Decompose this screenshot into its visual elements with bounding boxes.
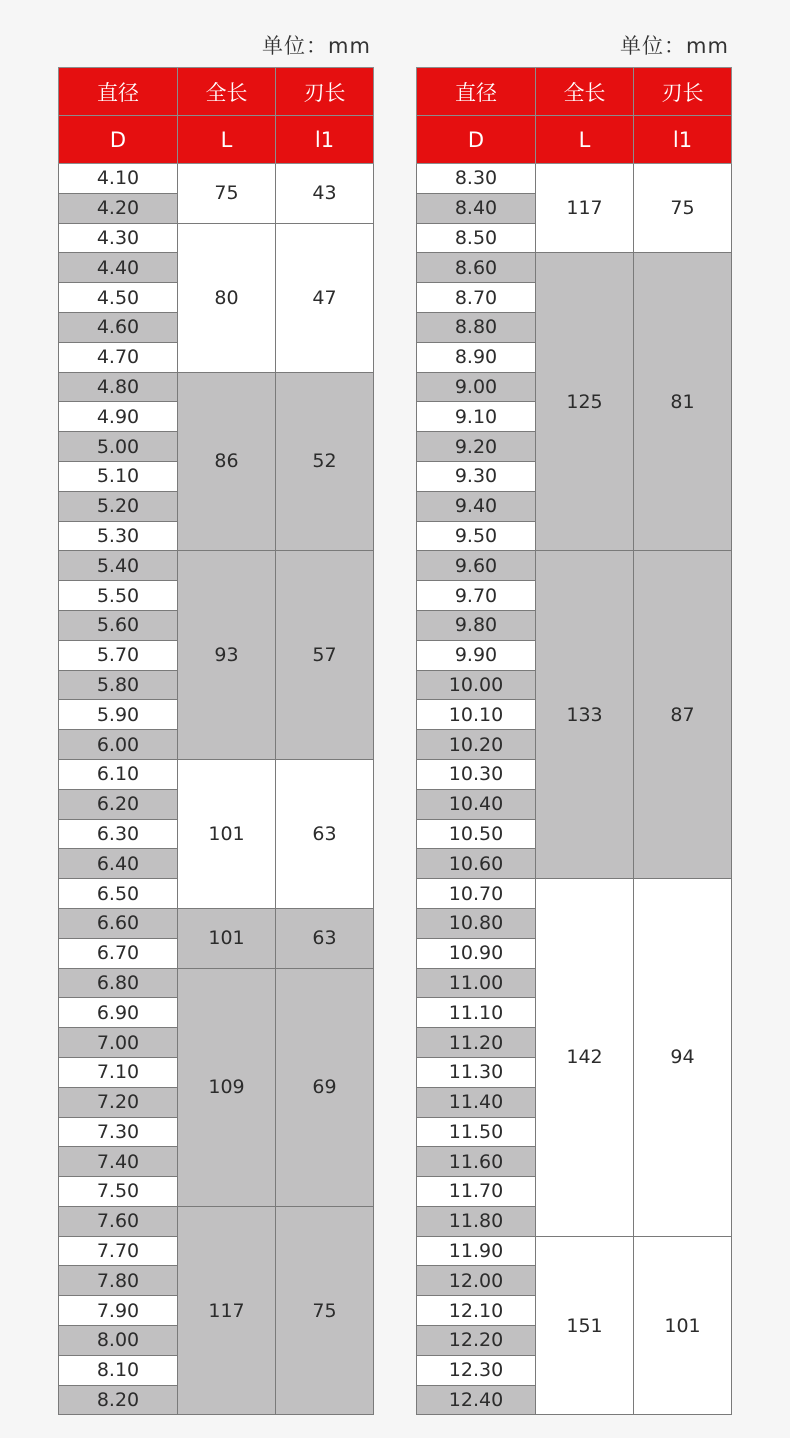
diameter-cell: 8.60 — [417, 253, 536, 283]
diameter-cell: 4.20 — [59, 193, 178, 223]
diameter-cell: 8.90 — [417, 342, 536, 372]
total-length-cell: 80 — [178, 223, 276, 372]
diameter-cell: 8.20 — [59, 1385, 178, 1415]
table-row — [417, 164, 732, 194]
diameter-cell: 6.10 — [59, 759, 178, 789]
diameter-cell: 9.40 — [417, 491, 536, 521]
table-row — [59, 908, 374, 938]
diameter-cell: 5.50 — [59, 581, 178, 611]
diameter-cell: 9.70 — [417, 581, 536, 611]
diameter-cell: 5.00 — [59, 432, 178, 462]
diameter-cell: 8.40 — [417, 193, 536, 223]
diameter-cell: 7.30 — [59, 1117, 178, 1147]
diameter-cell: 10.60 — [417, 849, 536, 879]
flute-length-cell: 75 — [634, 164, 732, 253]
diameter-cell: 7.70 — [59, 1236, 178, 1266]
flute-length-cell: 101 — [634, 1236, 732, 1415]
diameter-cell: 10.20 — [417, 730, 536, 760]
flute-length-cell: 52 — [276, 372, 374, 551]
diameter-cell: 12.00 — [417, 1266, 536, 1296]
diameter-cell: 7.40 — [59, 1147, 178, 1177]
diameter-cell: 10.30 — [417, 759, 536, 789]
total-length-cell: 93 — [178, 551, 276, 760]
diameter-cell: 6.30 — [59, 819, 178, 849]
diameter-cell: 6.80 — [59, 968, 178, 998]
table-row — [417, 1236, 732, 1266]
diameter-cell: 5.90 — [59, 700, 178, 730]
diameter-cell: 5.80 — [59, 670, 178, 700]
diameter-cell: 4.80 — [59, 372, 178, 402]
flute-length-cell: 69 — [276, 968, 374, 1206]
diameter-cell: 11.30 — [417, 1057, 536, 1087]
diameter-cell: 6.90 — [59, 998, 178, 1028]
flute-length-cell: 94 — [634, 879, 732, 1237]
diameter-cell: 6.60 — [59, 908, 178, 938]
unit-label-right: 单位：mm — [620, 34, 729, 58]
table-row — [417, 253, 732, 283]
diameter-cell: 7.80 — [59, 1266, 178, 1296]
diameter-cell: 7.90 — [59, 1296, 178, 1326]
diameter-cell: 9.90 — [417, 640, 536, 670]
flute-length-cell: 81 — [634, 253, 732, 551]
diameter-cell: 11.90 — [417, 1236, 536, 1266]
diameter-cell: 4.70 — [59, 342, 178, 372]
diameter-cell: 9.00 — [417, 372, 536, 402]
total-length-cell: 133 — [536, 551, 634, 879]
diameter-cell: 11.70 — [417, 1177, 536, 1207]
diameter-cell: 8.70 — [417, 283, 536, 313]
header-symbol-d: D — [417, 116, 536, 164]
diameter-cell: 10.40 — [417, 789, 536, 819]
diameter-cell: 4.50 — [59, 283, 178, 313]
diameter-cell: 5.30 — [59, 521, 178, 551]
diameter-cell: 7.50 — [59, 1177, 178, 1207]
diameter-cell: 8.50 — [417, 223, 536, 253]
total-length-cell: 151 — [536, 1236, 634, 1415]
diameter-cell: 8.10 — [59, 1355, 178, 1385]
total-length-cell: 117 — [178, 1206, 276, 1415]
header-symbol-d: D — [59, 116, 178, 164]
diameter-cell: 4.60 — [59, 312, 178, 342]
diameter-cell: 5.20 — [59, 491, 178, 521]
diameter-cell: 6.20 — [59, 789, 178, 819]
diameter-cell: 12.20 — [417, 1326, 536, 1356]
diameter-cell: 10.90 — [417, 938, 536, 968]
diameter-cell: 6.70 — [59, 938, 178, 968]
diameter-cell: 11.50 — [417, 1117, 536, 1147]
total-length-cell: 86 — [178, 372, 276, 551]
header-total-length: 全长 — [536, 68, 634, 116]
diameter-cell: 4.90 — [59, 402, 178, 432]
spec-table-body — [59, 164, 374, 1415]
diameter-cell: 11.60 — [417, 1147, 536, 1177]
table-row — [417, 551, 732, 581]
diameter-cell: 7.10 — [59, 1057, 178, 1087]
header-row-symbols — [59, 116, 374, 164]
diameter-cell: 10.10 — [417, 700, 536, 730]
total-length-cell: 142 — [536, 879, 634, 1237]
header-symbol-l: L — [178, 116, 276, 164]
header-row-names — [59, 68, 374, 116]
diameter-cell: 5.40 — [59, 551, 178, 581]
flute-length-cell: 63 — [276, 759, 374, 908]
table-row — [417, 879, 732, 909]
diameter-cell: 12.40 — [417, 1385, 536, 1415]
table-row — [59, 551, 374, 581]
diameter-cell: 10.00 — [417, 670, 536, 700]
diameter-cell: 8.00 — [59, 1326, 178, 1356]
spec-table-body — [417, 164, 732, 1415]
diameter-cell: 9.30 — [417, 461, 536, 491]
header-row-symbols — [417, 116, 732, 164]
total-length-cell: 101 — [178, 759, 276, 908]
diameter-cell: 9.20 — [417, 432, 536, 462]
flute-length-cell: 47 — [276, 223, 374, 372]
diameter-cell: 8.30 — [417, 164, 536, 194]
total-length-cell: 109 — [178, 968, 276, 1206]
diameter-cell: 6.40 — [59, 849, 178, 879]
header-flute-length: 刃长 — [276, 68, 374, 116]
unit-label-left: 单位：mm — [262, 34, 371, 58]
flute-length-cell: 75 — [276, 1206, 374, 1415]
diameter-cell: 8.80 — [417, 312, 536, 342]
diameter-cell: 5.60 — [59, 610, 178, 640]
header-total-length: 全长 — [178, 68, 276, 116]
diameter-cell: 9.50 — [417, 521, 536, 551]
diameter-cell: 12.10 — [417, 1296, 536, 1326]
diameter-cell: 11.10 — [417, 998, 536, 1028]
header-symbol-l1: l1 — [276, 116, 374, 164]
table-row — [59, 968, 374, 998]
total-length-cell: 125 — [536, 253, 634, 551]
flute-length-cell: 57 — [276, 551, 374, 760]
flute-length-cell: 43 — [276, 164, 374, 224]
diameter-cell: 7.20 — [59, 1087, 178, 1117]
diameter-cell: 10.50 — [417, 819, 536, 849]
table-row — [59, 223, 374, 253]
diameter-cell: 5.70 — [59, 640, 178, 670]
diameter-cell: 6.50 — [59, 879, 178, 909]
diameter-cell: 4.40 — [59, 253, 178, 283]
diameter-cell: 6.00 — [59, 730, 178, 760]
diameter-cell: 7.00 — [59, 1028, 178, 1058]
spec-table-right — [416, 67, 732, 1415]
diameter-cell: 12.30 — [417, 1355, 536, 1385]
header-symbol-l1: l1 — [634, 116, 732, 164]
header-diameter: 直径 — [417, 68, 536, 116]
diameter-cell: 10.70 — [417, 879, 536, 909]
diameter-cell: 11.80 — [417, 1206, 536, 1236]
total-length-cell: 75 — [178, 164, 276, 224]
flute-length-cell: 87 — [634, 551, 732, 879]
total-length-cell: 101 — [178, 908, 276, 968]
diameter-cell: 9.80 — [417, 610, 536, 640]
header-flute-length: 刃长 — [634, 68, 732, 116]
diameter-cell: 9.60 — [417, 551, 536, 581]
diameter-cell: 11.20 — [417, 1028, 536, 1058]
header-symbol-l: L — [536, 116, 634, 164]
flute-length-cell: 63 — [276, 908, 374, 968]
diameter-cell: 10.80 — [417, 908, 536, 938]
diameter-cell: 4.30 — [59, 223, 178, 253]
diameter-cell: 7.60 — [59, 1206, 178, 1236]
total-length-cell: 117 — [536, 164, 634, 253]
diameter-cell: 11.40 — [417, 1087, 536, 1117]
diameter-cell: 9.10 — [417, 402, 536, 432]
table-row — [59, 372, 374, 402]
diameter-cell: 4.10 — [59, 164, 178, 194]
diameter-cell: 5.10 — [59, 461, 178, 491]
table-row — [59, 164, 374, 194]
header-diameter: 直径 — [59, 68, 178, 116]
header-row-names — [417, 68, 732, 116]
diameter-cell: 11.00 — [417, 968, 536, 998]
table-row — [59, 759, 374, 789]
spec-table-left — [58, 67, 374, 1415]
table-row — [59, 1206, 374, 1236]
